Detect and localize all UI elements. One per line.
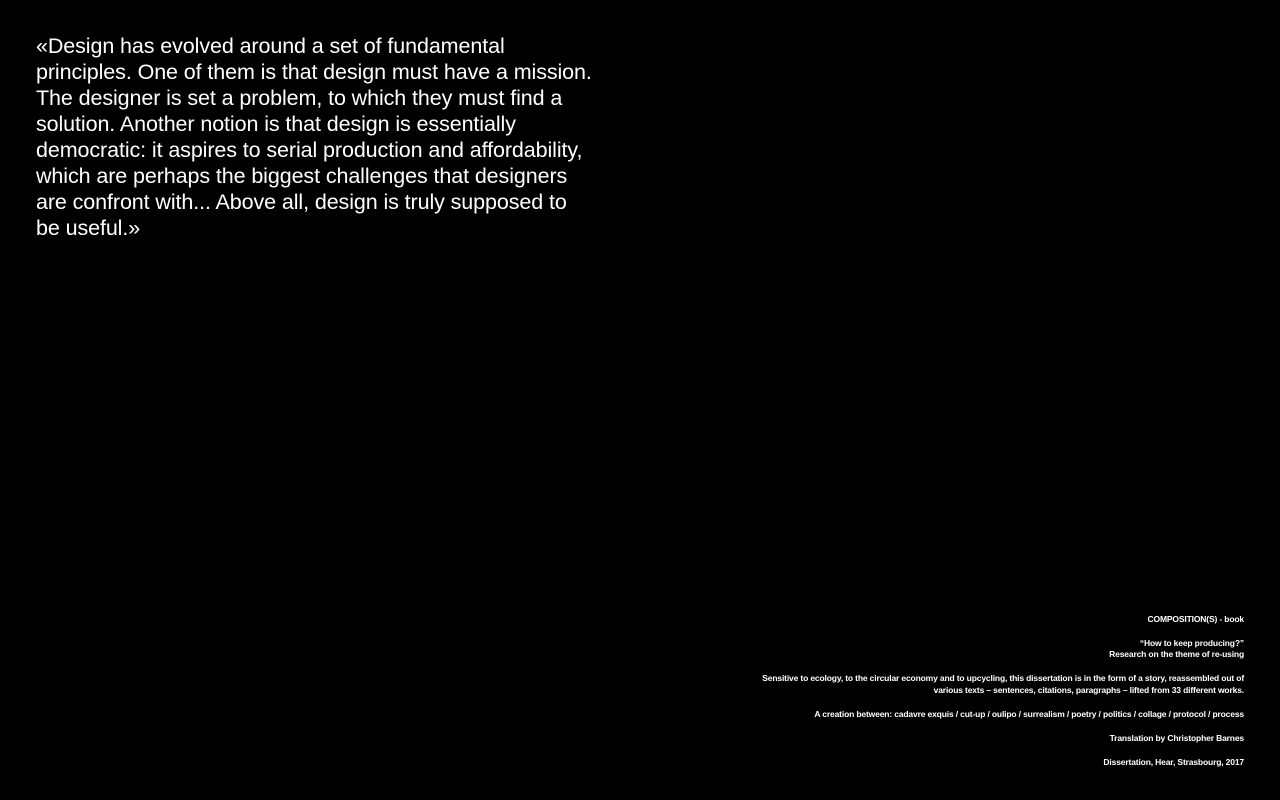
project-publication-info: Dissertation, Hear, Strasbourg, 2017	[1103, 756, 1244, 767]
project-research-theme: Research on the theme of re-using	[1109, 649, 1244, 659]
project-subtitle	[644, 638, 1244, 661]
project-translation-credit: Translation by Christopher Barnes	[1109, 732, 1244, 743]
project-description-line: Sensitive to ecology, to the circular economy and to upcycling, this dissertation is in the form of a story, reassembled out of	[762, 673, 1244, 683]
project-title: COMPOSITION(S) - book	[1147, 613, 1244, 624]
project-description-line: various texts – sentences, citations, paragraphs – lifted from 33 different works.	[933, 684, 1244, 695]
project-colophon	[644, 614, 1244, 769]
project-description	[644, 673, 1244, 696]
featured-quote: «Design has evolved around a set of fundamental principles. One of them is that design must have a mission. The designer is set a problem, to which they must find a solution. Another notion is that design is essentially democratic: it aspires to serial production and affordability, which are perhaps the biggest challenges that designers are confront with... Above all, design is truly supposed to be useful.»	[36, 34, 592, 240]
project-question: “How to keep producing?”	[1139, 637, 1244, 648]
project-creation-methods: A creation between: cadavre exquis / cut-up / oulipo / surrealism / poetry / politics / collage / protocol / process	[814, 708, 1244, 719]
